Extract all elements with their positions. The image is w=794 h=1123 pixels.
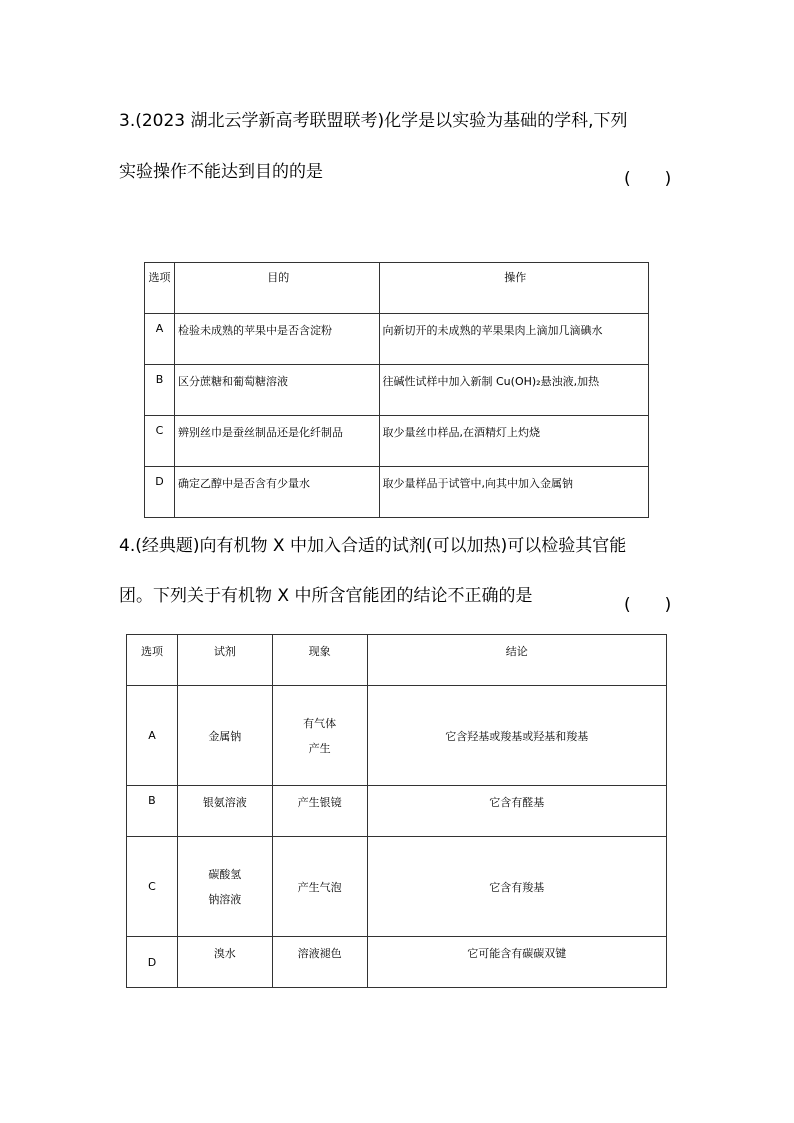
header-option: 选项 (127, 635, 178, 686)
row-goal: 区分蔗糖和葡萄糖溶液 (174, 365, 379, 416)
row-operation: 往碱性试样中加入新制 Cu(OH)₂悬浊液,加热 (379, 365, 649, 416)
row-reagent: 金属钠 (177, 686, 272, 786)
row-conclusion: 它可能含有碳碳双键 (367, 937, 666, 988)
row-option: C (127, 837, 178, 937)
row-option: C (145, 416, 175, 467)
row-conclusion: 它含有醛基 (367, 786, 666, 837)
row-conclusion: 它含羟基或羧基或羟基和羧基 (367, 686, 666, 786)
table-row (145, 416, 649, 467)
q4-table (126, 634, 667, 988)
table-row (127, 837, 667, 937)
q3-answer-paren: ( ) (624, 169, 672, 189)
header-phenomenon: 现象 (272, 635, 367, 686)
row-goal: 辨别丝巾是蚕丝制品还是化纤制品 (174, 416, 379, 467)
row-option: A (127, 686, 178, 786)
row-option: D (145, 467, 175, 518)
header-option: 选项 (145, 263, 175, 314)
table-row (145, 467, 649, 518)
row-reagent: 碳酸氢 钠溶液 (177, 837, 272, 937)
row-operation: 取少量丝巾样品,在酒精灯上灼烧 (379, 416, 649, 467)
q3-line2: 实验操作不能达到目的的是 (119, 162, 323, 182)
row-operation: 向新切开的未成熟的苹果果肉上滴加几滴碘水 (379, 314, 649, 365)
table-row (127, 937, 667, 988)
row-goal: 确定乙醇中是否含有少量水 (174, 467, 379, 518)
q4-line1: 4.(经典题)向有机物 X 中加入合适的试剂(可以加热)可以检验其官能 (119, 536, 627, 556)
q3-line1: 3.(2023 湖北云学新高考联盟联考)化学是以实验为基础的学科,下列 (119, 111, 628, 131)
row-phenomenon: 产生气泡 (272, 837, 367, 937)
q4-line2: 团。下列关于有机物 X 中所含官能团的结论不正确的是 (119, 586, 533, 606)
row-reagent: 溴水 (177, 937, 272, 988)
row-option: B (145, 365, 175, 416)
row-option: B (127, 786, 178, 837)
table-row (127, 786, 667, 837)
table-row (127, 686, 667, 786)
header-reagent: 试剂 (177, 635, 272, 686)
q3-table (144, 262, 649, 518)
header-goal: 目的 (174, 263, 379, 314)
row-phenomenon: 产生银镜 (272, 786, 367, 837)
table-header-row (127, 635, 667, 686)
header-conclusion: 结论 (367, 635, 666, 686)
table-header-row (145, 263, 649, 314)
row-phenomenon: 有气体 产生 (272, 686, 367, 786)
q4-answer-paren: ( ) (624, 595, 672, 615)
row-option: A (145, 314, 175, 365)
table-row (145, 365, 649, 416)
row-phenomenon: 溶液褪色 (272, 937, 367, 988)
row-reagent: 银氨溶液 (177, 786, 272, 837)
row-option: D (127, 937, 178, 988)
header-operation: 操作 (379, 263, 649, 314)
table-row (145, 314, 649, 365)
row-goal: 检验未成熟的苹果中是否含淀粉 (174, 314, 379, 365)
row-operation: 取少量样品于试管中,向其中加入金属钠 (379, 467, 649, 518)
row-conclusion: 它含有羧基 (367, 837, 666, 937)
